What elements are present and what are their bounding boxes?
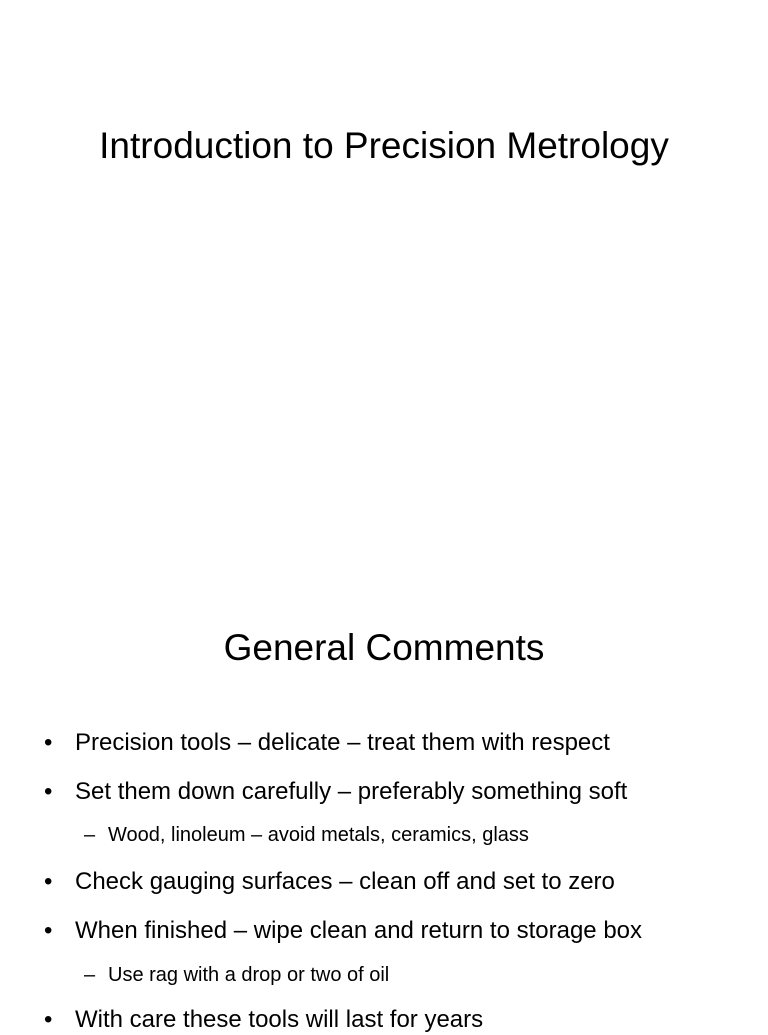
bullet-marker: •	[44, 729, 53, 756]
slide-title: Introduction to Precision Metrology	[99, 125, 669, 166]
bullet-text: When finished – wipe clean and return to storage box	[75, 917, 643, 944]
bullet-text: Precision tools – delicate – treat them with respect	[75, 729, 610, 756]
bullet-text: Check gauging surfaces – clean off and set to zero	[75, 868, 615, 895]
bullet-text: With care these tools will last for years	[75, 1006, 484, 1033]
sub-bullet-text: Use rag with a drop or two of oil	[108, 964, 390, 986]
bullet-marker: •	[44, 868, 53, 895]
sub-bullet-marker: –	[84, 964, 96, 986]
bullet-marker: •	[44, 917, 53, 944]
bullet-marker: •	[44, 1006, 53, 1033]
bullet-text: Set them down carefully – preferably something soft	[75, 778, 628, 805]
slide-title: General Comments	[223, 627, 545, 668]
sub-bullet-marker: –	[84, 824, 96, 846]
bullet-marker: •	[44, 778, 53, 805]
sub-bullet-text: Wood, linoleum – avoid metals, ceramics, glass	[108, 824, 529, 846]
